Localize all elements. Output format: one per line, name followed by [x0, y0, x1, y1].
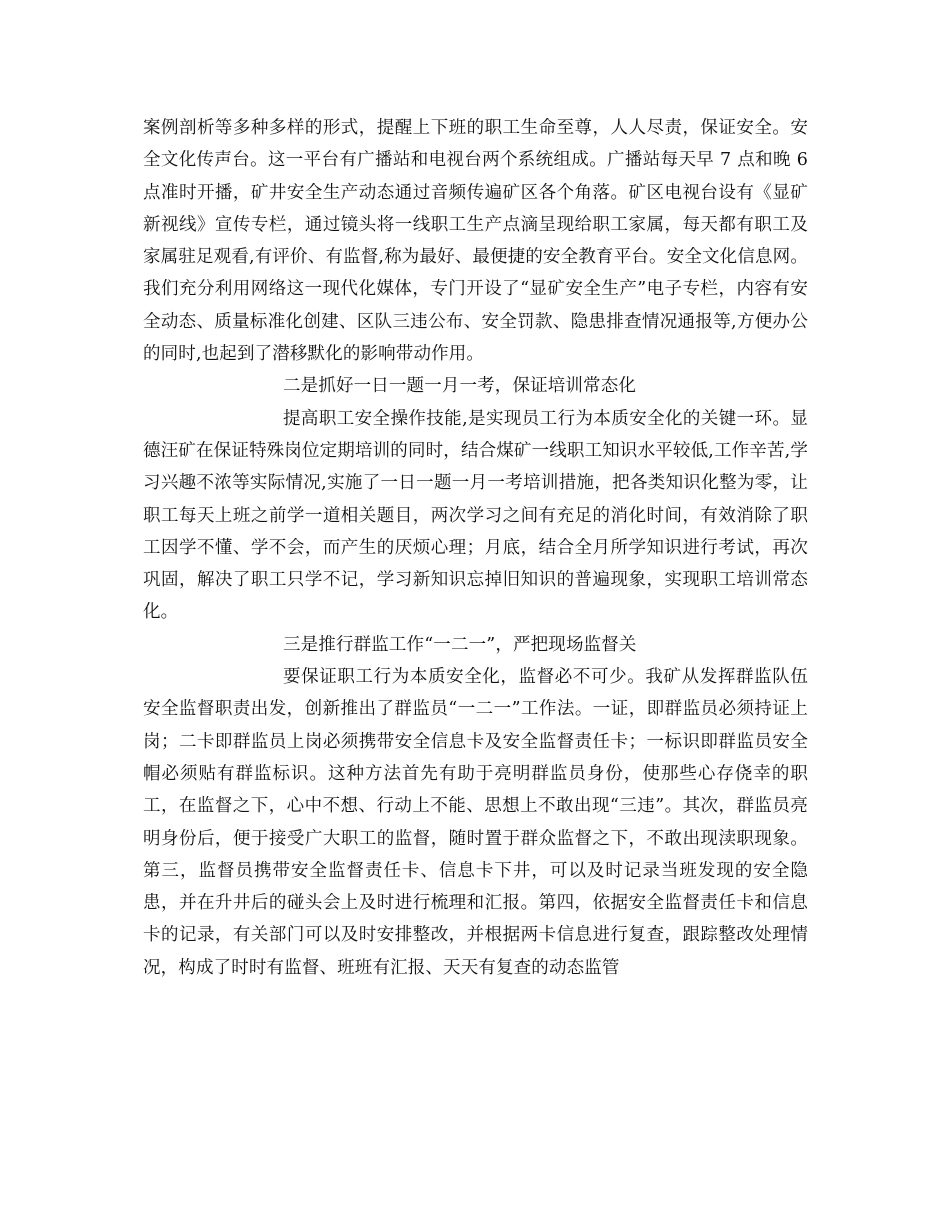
document-page — [143, 112, 808, 984]
section-heading-supervision: 三是推行群监工作“一二一”，严把现场监督关 — [283, 634, 637, 655]
body-paragraph-safety-culture: 案例剖析等多种多样的形式，提醒上下班的职工生命至尊，人人尽责，保证安全。安全文化传声台。这一平台有广播站和电视台两个系统组成。广播站每天早 7 点和晚 6 点准时开播，矿井安全生产动态通过音频传遍矿区各个角落。矿区电视台设有《显矿新视线》宣传专栏，通过镜头将一线职工生产点滴呈现给职工家属，每天都有职工及家属驻足观看,有评价、有监督,称为最好、最便捷的安全教育平台。安全文化信息网。我们充分利用网络这一现代化媒体，专门开设了“显矿安全生产”电子专栏，内容有安全动态、质量标准化创建、区队三违公布、安全罚款、隐患排查情况通报等,方便办公的同时,也起到了潜移默化的影响带动作用。 — [143, 118, 808, 365]
body-paragraph-supervision: 要保证职工行为本质安全化，监督必不可少。我矿从发挥群监队伍安全监督职责出发，创新推出了群监员“一二一”工作法。一证，即群监员必须持证上岗；二卡即群监员上岗必须携带安全信息卡及安全监督责任卡；一标识即群监员安全帽必须贴有群监标识。这种方法首先有助于亮明群监员身份，使那些心存侥幸的职工，在监督之下，心中不想、行动上不能、思想上不敢出现“三违”。其次，群监员亮明身份后，便于接受广大职工的监督，随时置于群众监督之下，不敢出现渎职现象。第三，监督员携带安全监督责任卡、信息卡下井，可以及时记录当班发现的安全隐患，并在升井后的碰头会上及时进行梳理和汇报。第四，依据安全监督责任卡和信息卡的记录，有关部门可以及时安排整改，并根据两卡信息进行复查，跟踪整改处理情况，构成了时时有监督、班班有汇报、天天有复查的动态监管 — [143, 667, 808, 978]
body-paragraph-training: 提高职工安全操作技能,是实现员工行为本质安全化的关键一环。显德汪矿在保证特殊岗位定期培训的同时，结合煤矿一线职工知识水平较低,工作辛苦,学习兴趣不浓等实际情况,实施了一日一题一月一考培训措施，把各类知识化整为零，让职工每天上班之前学一道相关题目，两次学习之间有充足的消化时间，有效消除了职工因学不懂、学不会，而产生的厌烦心理；月底，结合全月所学知识进行考试，再次巩固，解决了职工只学不记，学习新知识忘掉旧知识的普遍现象，实现职工培训常态化。 — [143, 408, 808, 623]
section-heading-training: 二是抓好一日一题一月一考，保证培训常态化 — [283, 376, 636, 397]
